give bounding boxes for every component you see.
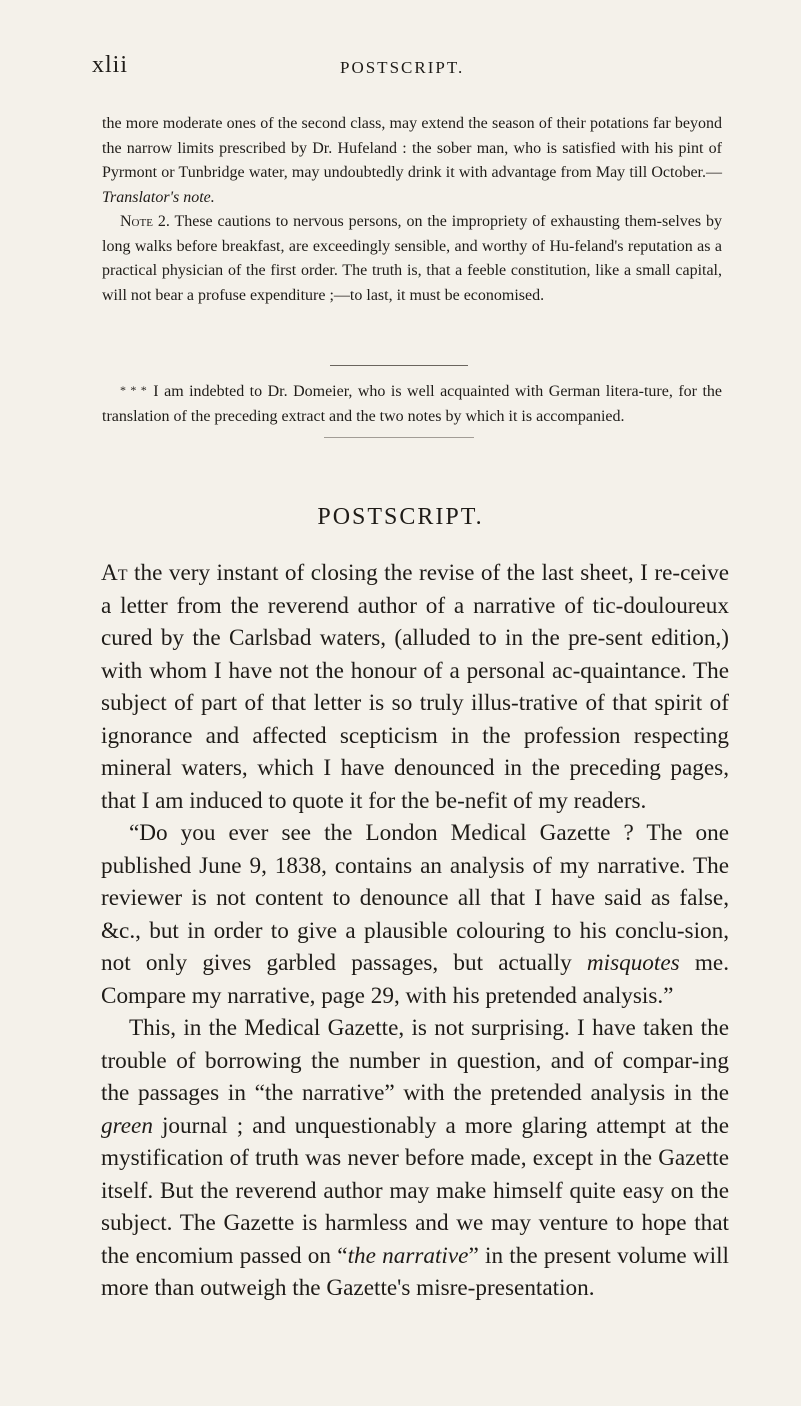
postscript-paragraph-1 [101, 557, 729, 817]
paragraph-3-emphasis-narrative: the narrative [347, 1242, 469, 1269]
note-2 [102, 210, 722, 308]
acknowledgment-paragraph [102, 378, 722, 429]
paragraph-3-text-a: This, in the Medical Gazette, is not surprising. I have taken the trouble of borrowing the number in question, and of compar-ing the passages in “the narrative” with the pretended analysis in the [101, 1015, 729, 1106]
paragraph-3-text-c: ” in the present volume will more than outweigh the Gazette's misre-presentation. [101, 1242, 729, 1301]
postscript-paragraph-2 [101, 817, 729, 1012]
running-title: POSTSCRIPT. [340, 58, 465, 77]
note-2-text: 2. These cautions to nervous persons, on the impropriety of exhausting them-selves by long walks before breakfast, are exceedingly sensible, and worthy of Hu-feland's reputation as a practical physician of the first order. The truth is, that a feeble constitution, like a small capital, will not bear a profuse expenditure ;—to last, it must be economised. [102, 213, 722, 304]
page-number: xlii [92, 52, 129, 78]
postscript-lead-word: At [101, 560, 128, 586]
postscript-paragraph-1-text: the very instant of closing the revise of the last sheet, I re-ceive a letter from the reverend author of a narrative of tic-douloureux cured by the Carlsbad waters, (alluded to in the pre-sent edition,) with whom I have not the honour of a personal ac-quaintance. The subject of part of that letter is so truly illus-trative of that spirit of ignorance and affected scepticism in the profession respecting mineral waters, which I have denounced in the preceding pages, that I am induced to quote it for the be-nefit of my readers. [101, 560, 729, 814]
acknowledgment-text: I am indebted to Dr. Domeier, who is well acquainted with German litera-ture, for the translation of the preceding extract and the two notes by which it is accompanied. [102, 383, 722, 425]
running-head [92, 52, 713, 86]
acknowledgment [102, 378, 722, 429]
note-2-label: Note [120, 213, 153, 230]
paragraph-3-text-b: journal ; and unquestionably a more glaring attempt at the mystification of truth was never before made, except in the Gazette itself. But the reverend author may make himself quite easy on the subject. The Gazette is harmless and we may venture to hope that the encomium passed on “ [101, 1112, 729, 1269]
translator-note-label: Translator's note. [102, 188, 215, 206]
dashed-divider [324, 437, 474, 438]
paragraph-3-emphasis-green: green [101, 1112, 153, 1139]
translator-notes [102, 112, 722, 308]
postscript-body [101, 557, 729, 1305]
asterism-mark: * * * [120, 383, 148, 397]
quote-text-a: “Do you ever see the London Medical Gazette ? The one published June 9, 1838, contains an analysis of my narrative. The reviewer is not content to denounce all that I have said as false, &c., but in order to give a plausible colouring to his conclu-sion, not only gives garbled passages, but actually [101, 820, 729, 976]
quote-text-b: me. Compare my narrative, page 29, with his pretended analysis.” [101, 950, 729, 1009]
postscript-paragraph-3 [101, 1012, 729, 1305]
quote-emphasis: misquotes [586, 950, 680, 976]
note-continuation-text: the more moderate ones of the second class, may extend the season of their potations far beyond the narrow limits prescribed by Dr. Hufeland : the sober man, who is satisfied with his pint of Pyrmont or Tunbridge water, may undoubtedly drink it with advantage from May till October.— [102, 115, 722, 181]
postscript-heading: POSTSCRIPT. [317, 504, 484, 530]
note-continuation [102, 112, 722, 210]
section-divider [330, 365, 468, 366]
